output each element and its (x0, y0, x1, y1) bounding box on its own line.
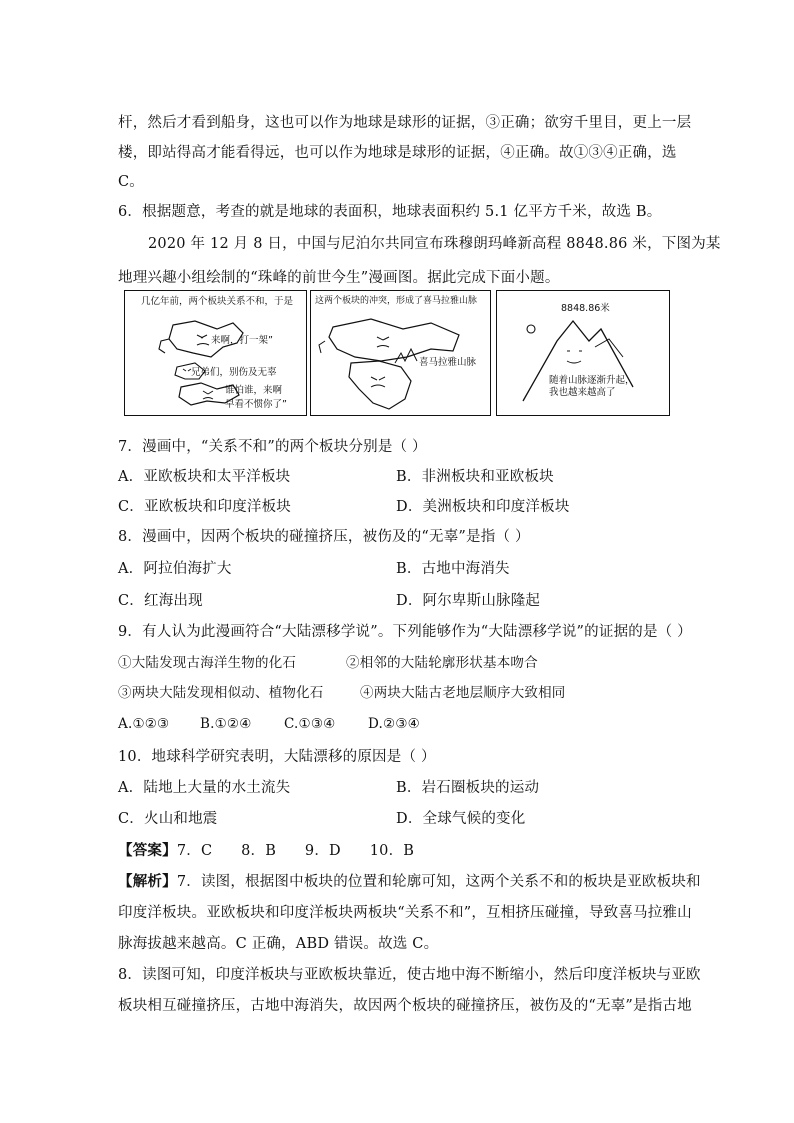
q7-option-a: A．亚欧板块和太平洋板块 (118, 469, 291, 485)
q10-option-c: C．火山和地震 (118, 811, 218, 827)
answer-label: 【答案】 (118, 842, 177, 859)
analysis-text-1: 7．读图，根据图中板块的位置和轮廓可知，这两个关系不和的板块是亚欧板块和 (176, 874, 701, 890)
text-line: 楼，即站得高才能看得远，也可以作为地球是球形的证据，④正确。故①③④正确，选 (118, 145, 677, 161)
panel-2-drawing (311, 291, 491, 416)
panel-1-speech-2: 兄弟们，别伤及无辜 (191, 367, 277, 378)
answer-text: 7．C 8．B 9．D 10．B (176, 843, 415, 859)
q7-option-b: B．非洲板块和亚欧板块 (396, 469, 554, 485)
q9-statement-1: ①大陆发现古海洋生物的化石 (118, 655, 297, 671)
analysis-line (118, 872, 701, 892)
text-line: 6．根据题意，考查的就是地球的表面积，地球表面积约 5.1 亿平方千米，故选 B。 (118, 204, 662, 220)
analysis-text-3: 脉海拔越来越高。C 正确，ABD 错误。故选 C。 (118, 936, 439, 952)
q9-statement-4: ④两块大陆古老地层顺序大致相同 (360, 685, 566, 701)
analysis-label: 【解析】 (118, 873, 177, 890)
q7-option-d: D．美洲板块和印度洋板块 (396, 499, 570, 515)
q10-option-b: B．岩石圈板块的运动 (396, 780, 540, 796)
comic-panel-3 (496, 290, 670, 416)
panel-2-label: 喜马拉雅山脉 (419, 357, 477, 368)
question-10-stem: 10．地球科学研究表明，大陆漂移的原因是（ ） (118, 749, 436, 765)
panel-1-speech-3b: 早看不惯你了” (225, 399, 287, 410)
q8-option-b: B．古地中海消失 (396, 561, 510, 577)
analysis-text-2: 印度洋板块。亚欧板块和印度洋板块两板块“关系不和”，互相挤压碰撞，导致喜马拉雅山 (118, 905, 692, 921)
panel-3-speech-1: 随着山脉逐渐升起， (549, 375, 635, 386)
q7-option-c: C．亚欧板块和印度洋板块 (118, 499, 291, 515)
q9-option-d: D.②③④ (368, 716, 420, 732)
q9-statement-2: ②相邻的大陆轮廓形状基本吻合 (346, 655, 538, 671)
comic-panel-2 (310, 290, 491, 416)
analysis-text-5: 板块相互碰撞挤压，古地中海消失，故因两个板块的碰撞挤压，被伤及的“无辜”是指古地 (118, 998, 692, 1014)
panel-1-speech-1: 来啊，打一架” (211, 335, 273, 346)
q9-option-b: B.①②④ (200, 716, 252, 732)
comic-panel-1 (124, 290, 307, 416)
question-8-stem: 8．漫画中，因两个板块的碰撞挤压，被伤及的“无辜”是指（ ） (118, 529, 530, 545)
intro-line-2: 地理兴趣小组绘制的“珠峰的前世今生”漫画图。据此完成下面小题。 (118, 270, 560, 286)
q9-statement-3: ③两块大陆发现相似动、植物化石 (118, 685, 324, 701)
panel-3-height: 8848.86米 (561, 303, 610, 314)
panel-2-caption: 这两个板块的冲突，形成了喜马拉雅山脉 (315, 296, 478, 306)
q10-option-d: D．全球气候的变化 (396, 811, 526, 827)
text-line: C。 (118, 174, 144, 190)
panel-1-speech-3a: 谁怕谁，来啊 (225, 385, 283, 396)
q10-option-a: A．陆地上大量的水土流失 (118, 780, 291, 796)
answer-line (118, 841, 678, 861)
q8-option-c: C．红海出现 (118, 593, 203, 609)
q8-option-d: D．阿尔卑斯山脉隆起 (396, 593, 541, 609)
analysis-text-4: 8．读图可知，印度洋板块与亚欧板块靠近，使古地中海不断缩小，然后印度洋板块与亚欧 (118, 967, 701, 983)
panel-1-caption: 几亿年前，两个板块关系不和，于是 (141, 296, 294, 307)
panel-3-speech-2: 我也越来越高了 (549, 387, 616, 398)
comic-strip (124, 290, 672, 418)
q9-option-c: C.①③④ (284, 716, 336, 732)
text-line: 杆，然后才看到船身，这也可以作为地球是球形的证据，③正确；欲穷千里目，更上一层 (118, 115, 692, 131)
q9-option-a: A.①②③ (118, 716, 170, 732)
intro-line: 2020 年 12 月 8 日，中国与尼泊尔共同宣布珠穆朗玛峰新高程 8848.86 米，下图为某 (148, 236, 721, 252)
question-9-stem: 9．有人认为此漫画符合“大陆漂移学说”。下列能够作为“大陆漂移学说”的证据的是（ ） (118, 624, 692, 640)
q8-option-a: A．阿拉伯海扩大 (118, 561, 232, 577)
question-7-stem: 7．漫画中，“关系不和”的两个板块分别是（ ） (118, 439, 427, 455)
panel-1-drawing (125, 291, 307, 416)
